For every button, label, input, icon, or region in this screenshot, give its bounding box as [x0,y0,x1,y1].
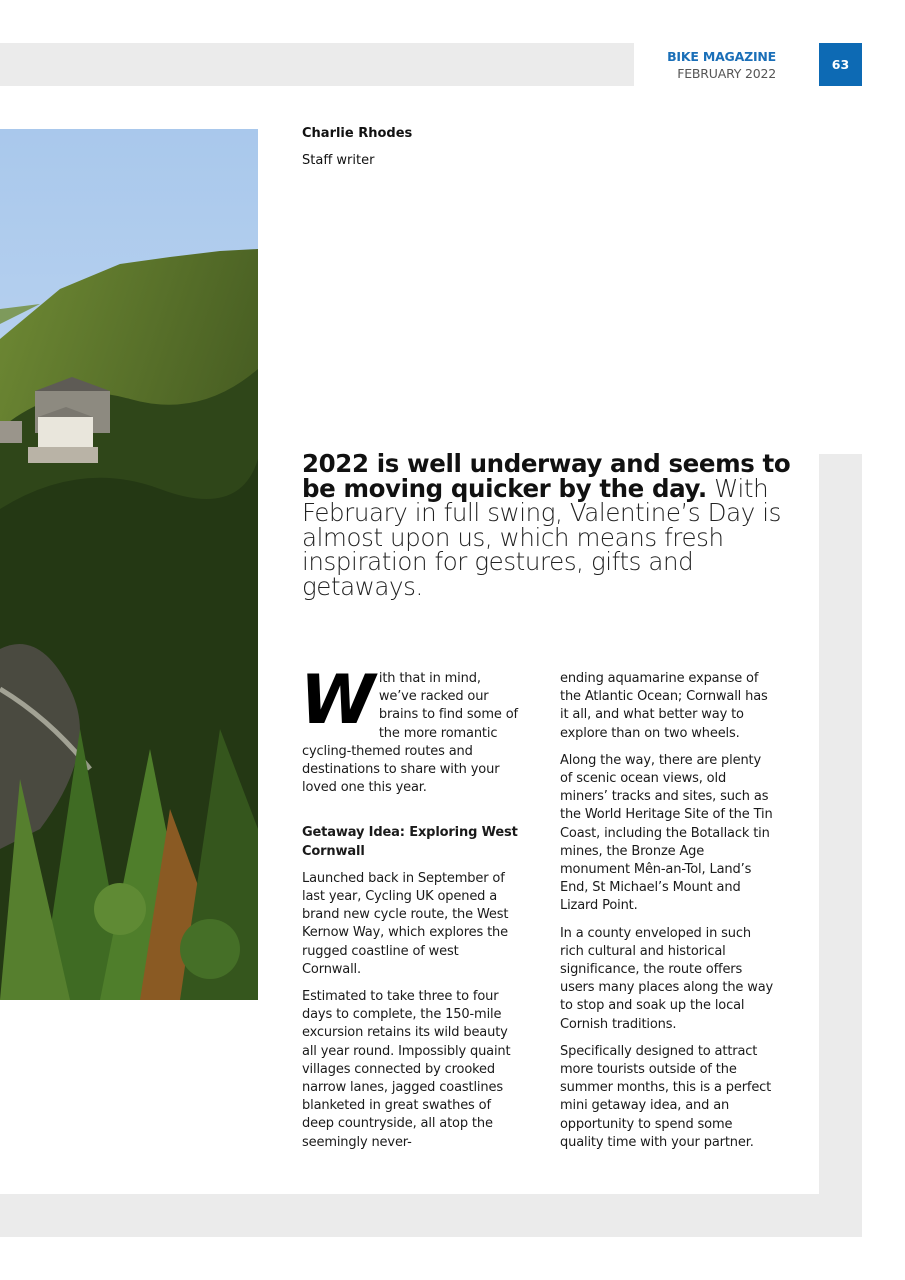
intro-paragraph [300,661,518,797]
author-name: Charlie Rhodes [302,126,413,141]
footer-band [0,1194,862,1237]
body-paragraph: ending aquamarine expanse of the Atlantic Ocean; Cornwall has it all, and what better way to explore than on two wheels. [560,671,768,741]
article-column-2 [560,670,776,1161]
drop-cap: W [300,661,375,740]
body-paragraph: Launched back in September of last year, Cycling UK opened a brand new cycle route, the West Kernow Way, which explores the rugged coastline of west Cornwall. [302,870,509,977]
intro-text: ith that in mind, we’ve racked our brains to find some of the more romantic cycling-themed routes and destinations to share with your loved one this year. [302,671,518,796]
lede-rest: With February in full swing, Valentine’s Day is almost upon us, which means fresh inspiration for gestures, gifts and getaways. [302,473,782,601]
author-role: Staff writer [302,153,375,168]
side-band [819,454,862,1237]
page-number: 63 [819,43,862,86]
body-paragraph: Specifically designed to attract more tourists outside of the summer months, this is a perfect mini getaway idea, and an opportunity to spend some quality time with your partner. [560,1043,772,1150]
body-paragraph: Estimated to take three to four days to complete, the 150-mile excursion retains its wild beauty all year round. Impossibly quaint villages connected by crooked narrow lanes, jagged coastlines blanketed in great swathes of deep countryside, all atop the seemingly never- [302,989,511,1150]
lede-bold: 2022 is well underway and seems to be moving quicker by the day. [302,449,791,503]
cornwall-coast-photo [0,129,258,1000]
article-column-1 [300,661,518,1161]
section-subheading: Getaway Idea: Exploring West Cornwall [302,825,518,859]
body-paragraph: In a county enveloped in such rich cultural and historical significance, the route offers users many places along the way to stop and soak up the local Cornish traditions. [560,925,774,1032]
issue-date: FEBRUARY 2022 [677,66,776,81]
lede-paragraph [302,449,792,601]
magazine-name: BIKE MAGAZINE [667,49,776,64]
body-paragraph: Along the way, there are plenty of scenic ocean views, old miners’ tracks and sites, such as the World Heritage Site of the Tin Coast, including the Botallack tin mines, the Bronze Age monument Mên-an-Tol, Land’s End, St Michael’s Mount and Lizard Point. [560,752,773,914]
header-band [0,43,634,86]
